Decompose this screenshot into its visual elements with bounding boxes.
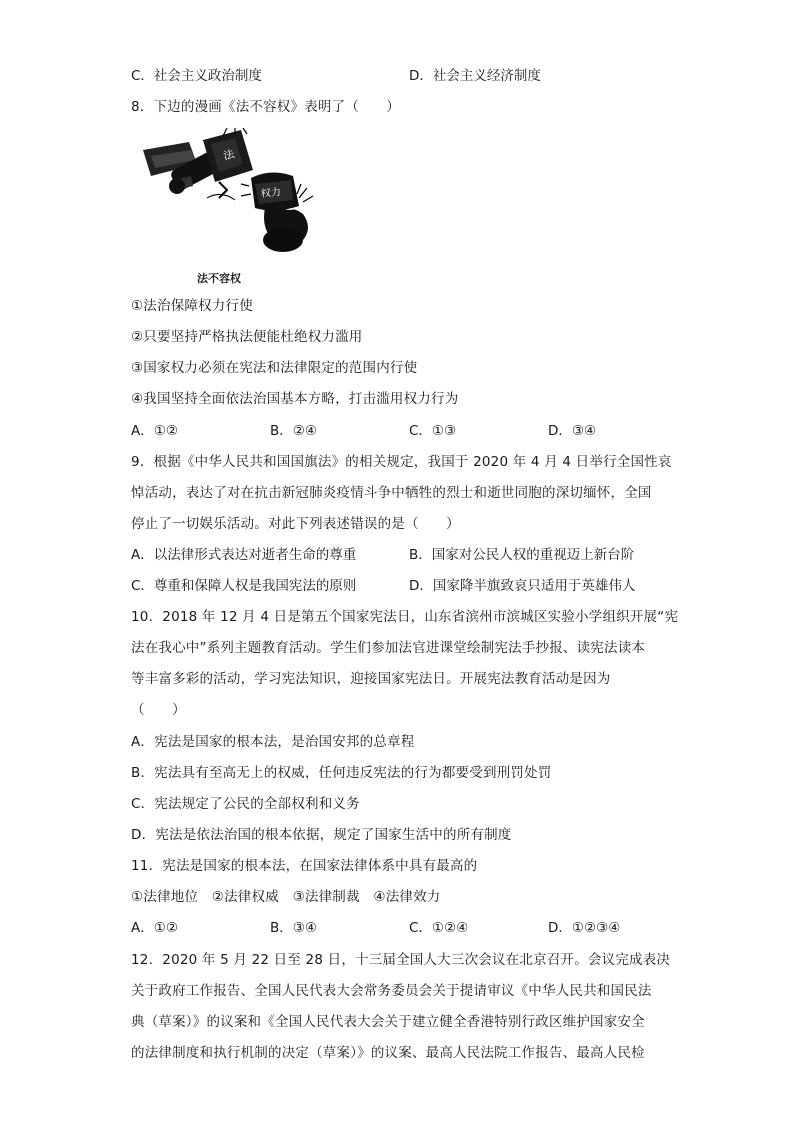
q9-option-b: B．国家对公民人权的重视迈上新台阶 bbox=[409, 547, 635, 563]
q10-line-3: 等丰富多彩的活动，学习宪法知识，迎接国家宪法日。开展宪法教育活动是因为 bbox=[131, 671, 611, 687]
q12-line-4: 的法律制度和执行机制的决定（草案）》的议案、最高人民法院工作报告、最高人民检 bbox=[131, 1045, 645, 1061]
cartoon-caption: 法不容权 bbox=[197, 272, 241, 285]
q8-item-4: ④我国坚持全面依法治国基本方略，打击滥用权力行为 bbox=[131, 391, 459, 407]
q12-line-1: 12．2020 年 5 月 22 日至 28 日，十三届全国人大三次会议在北京召开。会议完成表决 bbox=[131, 952, 671, 968]
q10-line-4: （ ） bbox=[131, 702, 186, 718]
q10-option-a: A．宪法是国家的根本法，是治国安邦的总章程 bbox=[131, 734, 415, 750]
gavel-label: 法 bbox=[221, 147, 236, 163]
q9-line-3: 停止了一切娱乐活动。对此下列表述错误的是（ ） bbox=[131, 516, 460, 532]
q9-line-1: 9．根据《中华人民共和国国旗法》的相关规定，我国于 2020 年 4 月 4 日举行全国性哀 bbox=[131, 454, 672, 470]
q8-option-d: D．③④ bbox=[548, 423, 597, 439]
q9-option-c: C．尊重和保障人权是我国宪法的原则 bbox=[131, 578, 357, 594]
q9-option-d: D．国家降半旗致哀只适用于英雄伟人 bbox=[409, 578, 636, 594]
q11-items: ①法律地位 ②法律权威 ③法律制裁 ④法律效力 bbox=[131, 889, 441, 905]
q9-line-2: 悼活动，表达了对在抗击新冠肺炎疫情斗争中牺牲的烈士和逝世同胞的深切缅怀，全国 bbox=[131, 485, 652, 501]
q10-option-d: D．宪法是依法治国的根本依据，规定了国家生活中的所有制度 bbox=[131, 827, 512, 843]
q11-option-c: C．①②④ bbox=[409, 920, 469, 936]
q10-line-1: 10．2018 年 12 月 4 日是第五个国家宪法日，山东省滨州市滨城区实验小学组织开展“宪 bbox=[131, 609, 679, 625]
q8-option-b: B．②④ bbox=[270, 423, 317, 439]
q11-option-d: D．①②③④ bbox=[548, 920, 621, 936]
q9-option-a: A．以法律形式表达对逝者生命的尊重 bbox=[131, 547, 357, 563]
q10-option-c: C．宪法规定了公民的全部权利和义务 bbox=[131, 796, 360, 812]
q11-option-a: A．①② bbox=[131, 920, 178, 936]
cartoon-law-over-power bbox=[131, 128, 331, 268]
stamp-label: 权力 bbox=[260, 186, 282, 201]
q10-option-b: B．宪法具有至高无上的权威，任何违反宪法的行为都要受到刑罚处罚 bbox=[131, 765, 552, 781]
q8-item-2: ②只要坚持严格执法便能杜绝权力滥用 bbox=[131, 329, 363, 345]
q8-option-a: A．①② bbox=[131, 423, 178, 439]
q8-item-1: ①法治保障权力行使 bbox=[131, 298, 253, 314]
q8-option-c: C．①③ bbox=[409, 423, 457, 439]
gavel bbox=[143, 130, 253, 198]
q11-stem: 11．宪法是国家的根本法，在国家法律体系中具有最高的 bbox=[131, 858, 478, 874]
q7-option-c: C．社会主义政治制度 bbox=[131, 68, 262, 84]
q8-item-3: ③国家权力必须在宪法和法律限定的范围内行使 bbox=[131, 360, 418, 376]
q12-line-2: 关于政府工作报告、全国人民代表大会常务委员会关于提请审议《中华人民共和国民法 bbox=[131, 983, 652, 999]
power-stamp bbox=[241, 172, 313, 252]
q8-stem: 8．下边的漫画《法不容权》表明了（ ） bbox=[131, 99, 401, 115]
q11-option-b: B．③④ bbox=[270, 920, 317, 936]
q7-option-d: D．社会主义经济制度 bbox=[409, 68, 541, 84]
q10-line-2: 法在我心中”系列主题教育活动。学生们参加法官进课堂绘制宪法手抄报、读宪法读本 bbox=[131, 640, 646, 656]
q12-line-3: 典（草案）》的议案和《全国人民代表大会关于建立健全香港特别行政区维护国家安全 bbox=[131, 1014, 645, 1030]
